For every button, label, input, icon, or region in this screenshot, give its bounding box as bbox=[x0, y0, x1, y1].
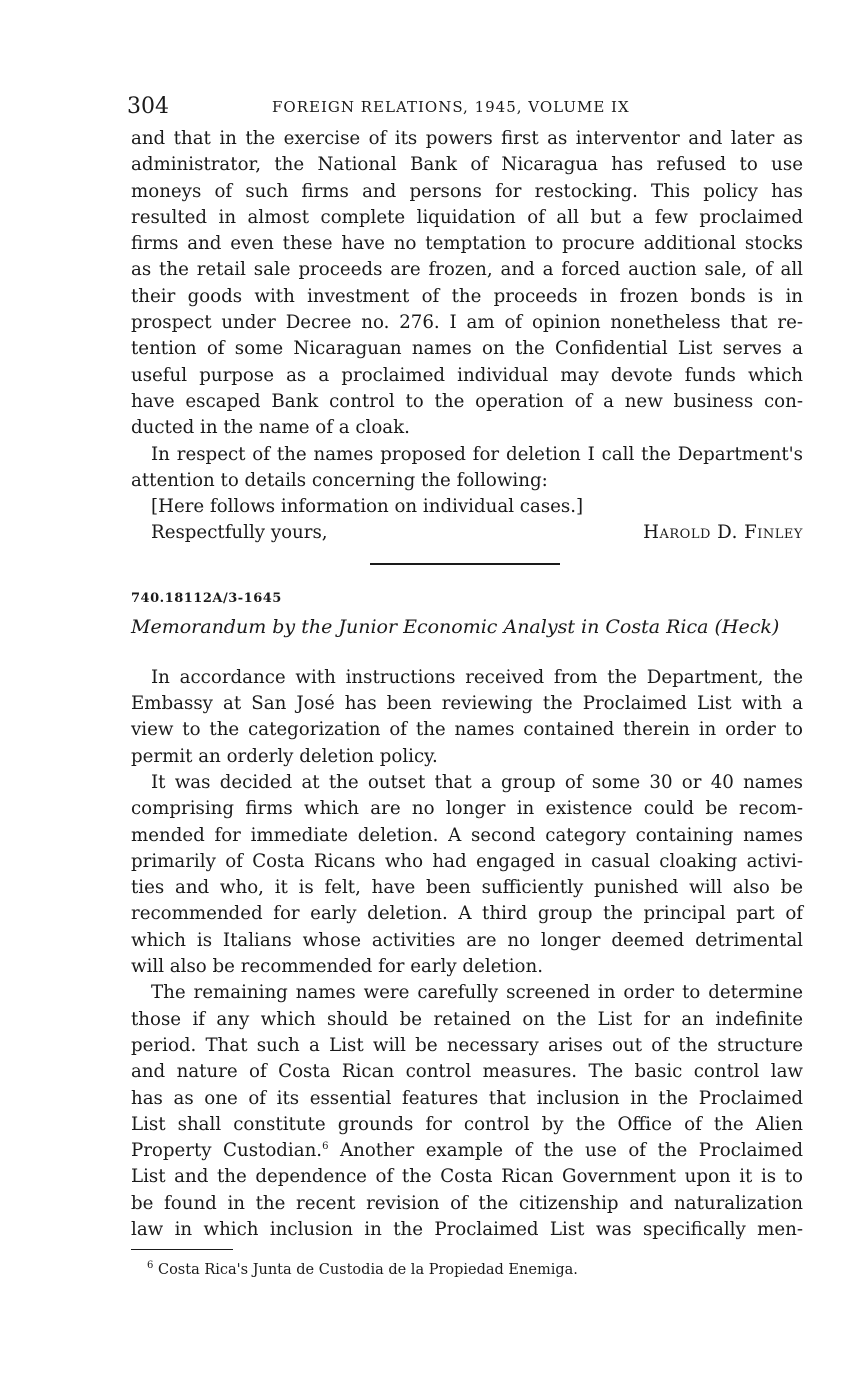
text-line: permit an orderly deletion policy. bbox=[131, 745, 438, 767]
text-line: ducted in the name of a cloak. bbox=[131, 417, 410, 439]
text-line: those if any which should be retained on the List for an indefinite bbox=[131, 1008, 803, 1030]
text-line: have escaped Bank control to the operation of a new business con- bbox=[131, 390, 803, 412]
memo-title: Memorandum by the Junior Economic Analyst in Costa Rica (Heck) bbox=[131, 615, 780, 638]
text-line: mended for immediate deletion. A second category containing names bbox=[131, 824, 803, 846]
page-number: 304 bbox=[127, 94, 169, 119]
memo-body bbox=[131, 665, 803, 1244]
text-line: It was decided at the outset that a group of some 30 or 40 names bbox=[151, 771, 803, 793]
footnote bbox=[131, 1260, 803, 1280]
memo-paragraph-3 bbox=[131, 980, 803, 1243]
text-line: attention to details concerning the following: bbox=[131, 469, 548, 491]
footnote-reference[interactable]: 6 bbox=[322, 1141, 329, 1153]
text-line: period. That such a List will be necessary arises out of the structure bbox=[131, 1034, 803, 1056]
footnote-text: Costa Rica's Junta de Custodia de la Propiedad Enemiga. bbox=[157, 1262, 578, 1279]
text-line: has as one of its essential features that inclusion in the Proclaimed bbox=[131, 1087, 803, 1109]
section-divider bbox=[370, 563, 560, 565]
text-line: ties and who, it is felt, have been sufficiently punished will also be bbox=[131, 877, 803, 899]
text-line: resulted in almost complete liquidation of all but a few proclaimed bbox=[131, 206, 803, 228]
text-line-start: Property Custodian. bbox=[131, 1140, 323, 1162]
document-page bbox=[127, 94, 803, 1280]
text-line: moneys of such firms and persons for restocking. This policy has bbox=[131, 180, 803, 202]
page-header bbox=[127, 94, 803, 126]
text-line: and that in the exercise of its powers first as interventor and later as bbox=[131, 128, 803, 149]
footnote-divider bbox=[131, 1249, 233, 1250]
memo-paragraph-2 bbox=[131, 770, 803, 980]
letter-paragraph-2 bbox=[131, 442, 803, 495]
signer-name: Harold D. Finley bbox=[643, 522, 803, 544]
text-line-end: Another example of the use of the Proclaimed bbox=[339, 1140, 803, 1162]
text-line: and nature of Costa Rican control measures. The basic control law bbox=[131, 1061, 803, 1083]
text-line: The remaining names were carefully screened in order to determine bbox=[151, 982, 803, 1004]
text-line: Embassy at San José has been reviewing the Proclaimed List with a bbox=[131, 693, 803, 715]
text-line: useful purpose as a proclaimed individual may devote funds which bbox=[131, 364, 803, 386]
text-line: be found in the recent revision of the citizenship and naturalization bbox=[131, 1192, 803, 1214]
text-line: List and the dependence of the Costa Rican Government upon it is to bbox=[131, 1166, 803, 1188]
memo-paragraph-1 bbox=[131, 665, 803, 770]
text-line bbox=[131, 1138, 803, 1164]
text-line: In accordance with instructions received from the Department, the bbox=[151, 666, 803, 688]
text-line: firms and even these have no temptation to procure additional stocks bbox=[131, 233, 803, 255]
letter-paragraph-1 bbox=[131, 126, 803, 442]
text-line: primarily of Costa Ricans who had engaged in casual cloaking activi- bbox=[131, 850, 803, 872]
footnote-marker: 6 bbox=[147, 1260, 154, 1272]
text-line: recommended for early deletion. A third group the principal part of bbox=[131, 903, 803, 925]
text-line: comprising firms which are no longer in existence could be recom- bbox=[131, 798, 803, 820]
text-line: view to the categorization of the names contained therein in order to bbox=[131, 719, 803, 741]
running-head: FOREIGN RELATIONS, 1945, VOLUME IX bbox=[272, 98, 630, 116]
text-line: tention of some Nicaraguan names on the Confidential List serves a bbox=[131, 338, 803, 360]
letter-section bbox=[131, 126, 803, 547]
complimentary-close: Respectfully yours, bbox=[151, 522, 328, 544]
text-line: which is Italians whose activities are no longer deemed detrimental bbox=[131, 929, 803, 951]
text-line: administrator, the National Bank of Nicaragua has refused to use bbox=[131, 154, 803, 176]
text-line: law in which inclusion in the Proclaimed List was specifically men- bbox=[131, 1218, 803, 1240]
text-line: will also be recommended for early deletion. bbox=[131, 956, 543, 978]
text-line: List shall constitute grounds for control by the Office of the Alien bbox=[131, 1113, 803, 1135]
text-line: prospect under Decree no. 276. I am of opinion nonetheless that re- bbox=[131, 312, 803, 334]
file-number: 740.18112A/3-1645 bbox=[131, 590, 282, 606]
text-line: In respect of the names proposed for deletion I call the Department's bbox=[151, 443, 803, 465]
signature-block bbox=[131, 520, 803, 546]
text-line: their goods with investment of the proceeds in frozen bonds is in bbox=[131, 285, 803, 307]
text-line: as the retail sale proceeds are frozen, and a forced auction sale, of all bbox=[131, 259, 803, 281]
editorial-note: [Here follows information on individual cases.] bbox=[151, 496, 584, 518]
